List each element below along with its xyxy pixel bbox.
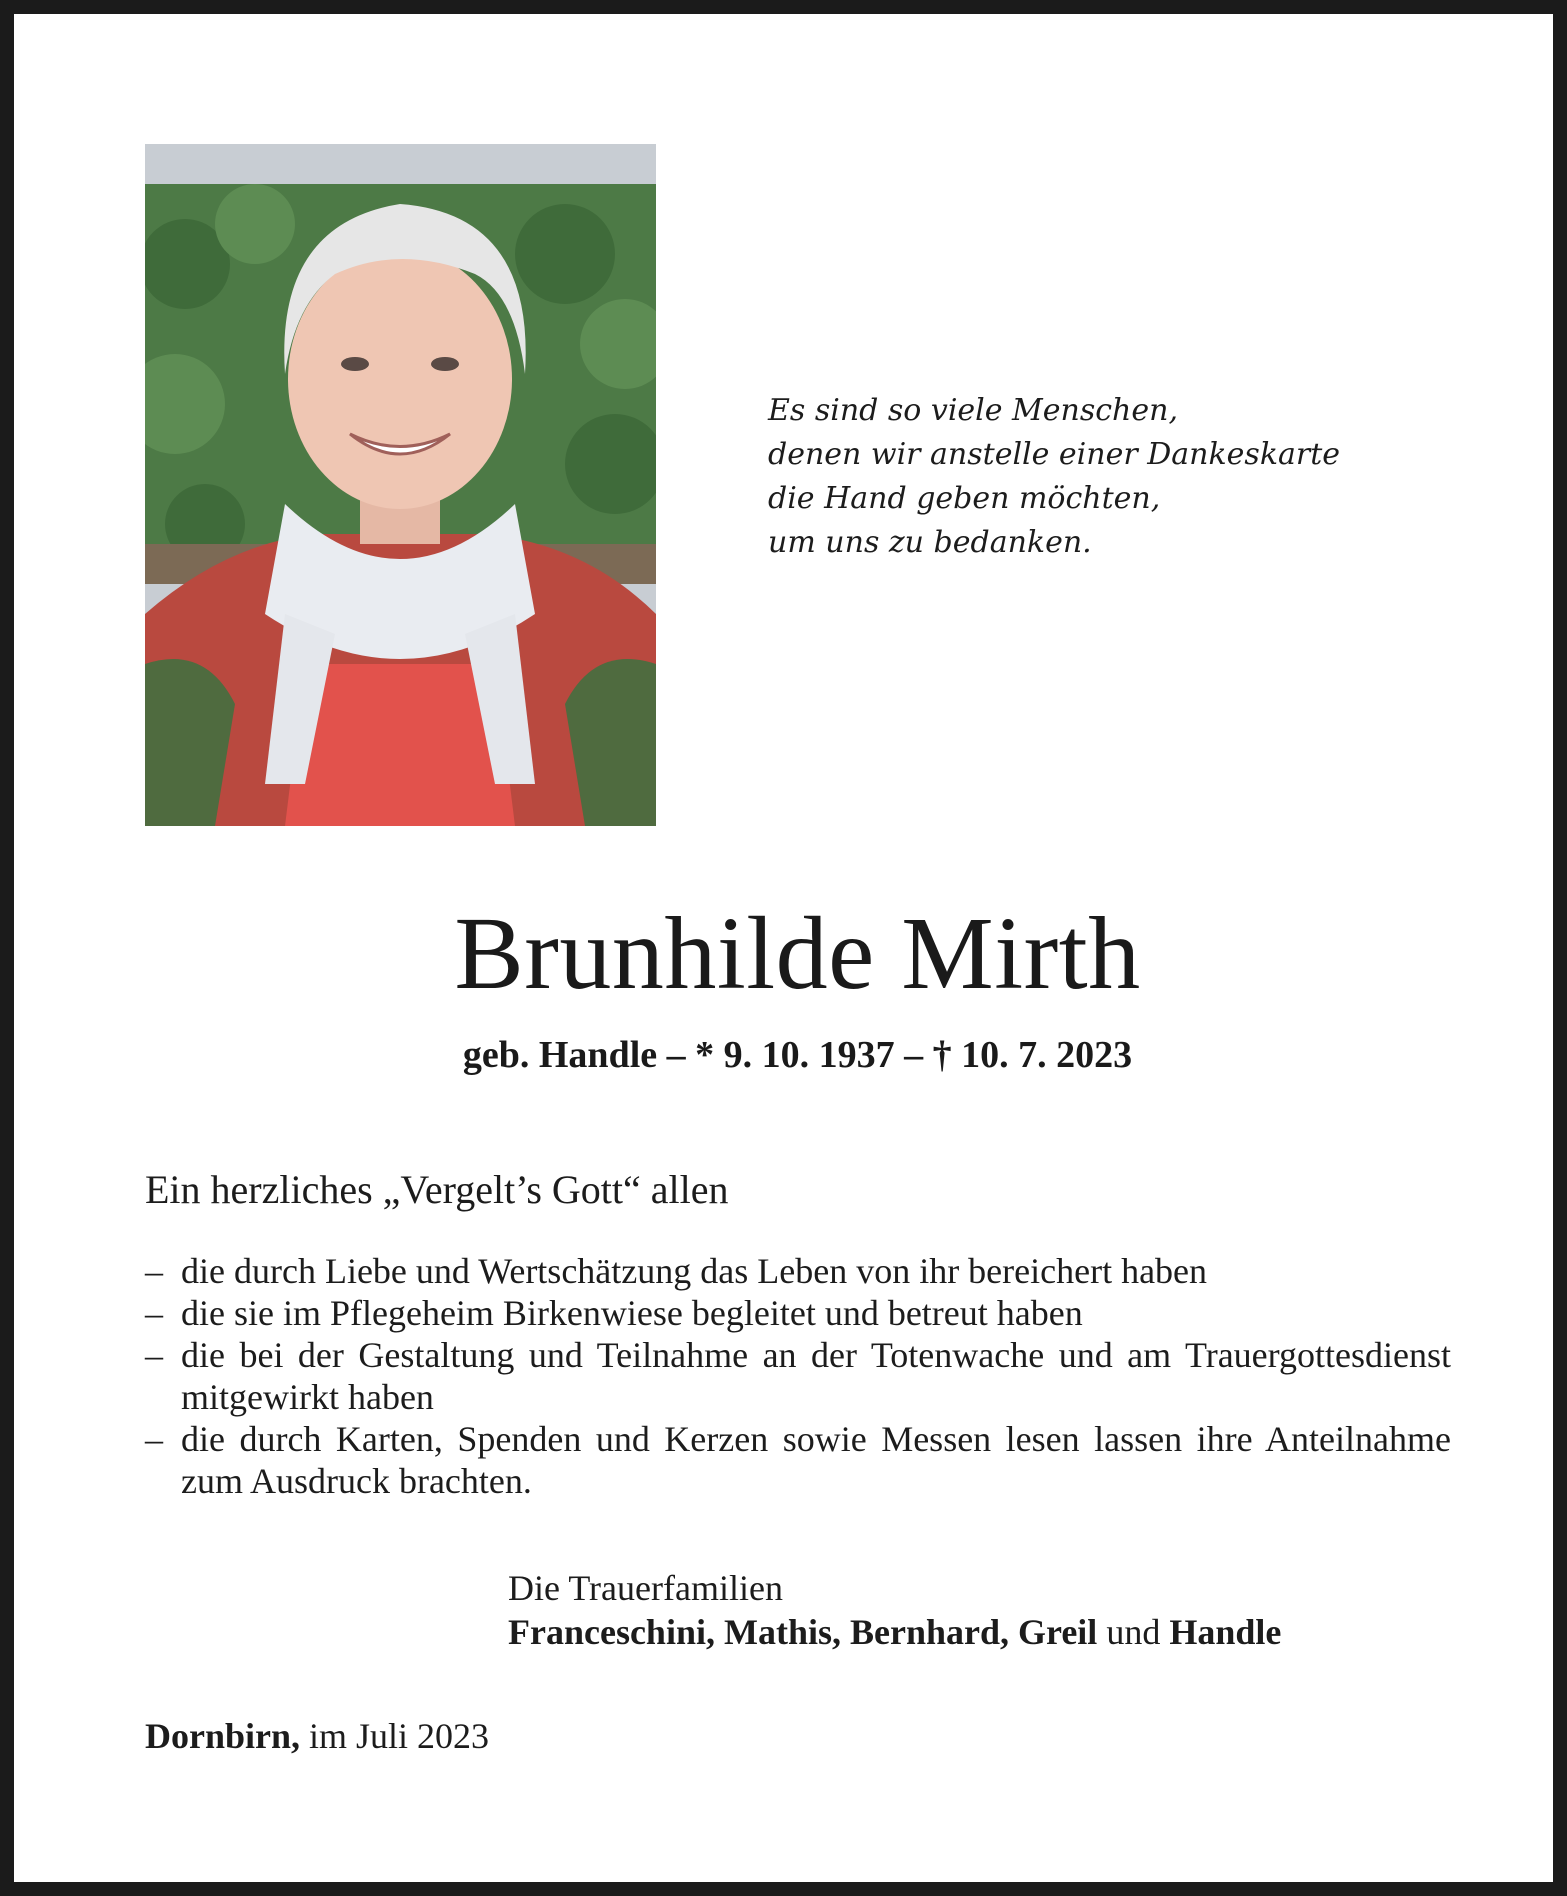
place-city: Dornbirn, <box>145 1716 301 1756</box>
deceased-name: Brunhilde Mirth <box>454 896 1141 1011</box>
signature-families <box>508 1610 1281 1654</box>
thanks-list <box>145 1250 1451 1502</box>
portrait-photo <box>145 144 656 826</box>
place-date <box>145 1714 489 1758</box>
quote-line: die Hand geben möchten, <box>768 481 1161 516</box>
family-name: Bernhard, <box>849 1612 1009 1652</box>
family-connector: und <box>1106 1612 1161 1652</box>
dash-bullet: – <box>145 1419 163 1459</box>
dash-bullet: – <box>145 1251 163 1291</box>
thanks-heading: Ein herzliches „Vergelt’s Gott“ allen <box>145 1167 729 1212</box>
birth-death-details: geb. Handle – * 9. 10. 1937 – † 10. 7. 2023 <box>462 1034 1133 1076</box>
quote-line: denen wir anstelle einer Dankeskarte <box>768 437 1341 472</box>
list-item-text: die bei der Gestaltung und Teilnahme an der Totenwache und am Trauergottesdienst mitgewirkt haben <box>181 1335 1451 1417</box>
family-name: Handle <box>1169 1612 1282 1652</box>
family-name: Franceschini, <box>508 1612 715 1652</box>
list-item-text: die sie im Pflegeheim Birkenwiese begleitet und betreut haben <box>181 1293 1083 1333</box>
list-item <box>145 1334 1451 1418</box>
family-name: Greil <box>1018 1612 1098 1652</box>
list-item-text: die durch Liebe und Wertschätzung das Leben von ihr bereichert haben <box>181 1251 1208 1291</box>
dash-bullet: – <box>145 1293 163 1333</box>
portrait-illustration <box>145 144 656 826</box>
list-item <box>145 1292 1451 1334</box>
list-item-text: die durch Karten, Spenden und Kerzen sowie Messen lesen lassen ihre Anteilnahme zum Ausdruck brachten. <box>181 1419 1451 1501</box>
list-item <box>145 1250 1451 1292</box>
memorial-quote <box>768 389 1468 565</box>
dash-bullet: – <box>145 1335 163 1375</box>
quote-line: um uns zu bedanken. <box>768 525 1092 560</box>
quote-line: Es sind so viele Menschen, <box>768 393 1178 428</box>
signature-intro: Die Trauerfamilien <box>508 1568 783 1608</box>
list-item <box>145 1418 1451 1502</box>
family-name: Mathis, <box>723 1612 841 1652</box>
place-month: im Juli 2023 <box>309 1716 490 1756</box>
